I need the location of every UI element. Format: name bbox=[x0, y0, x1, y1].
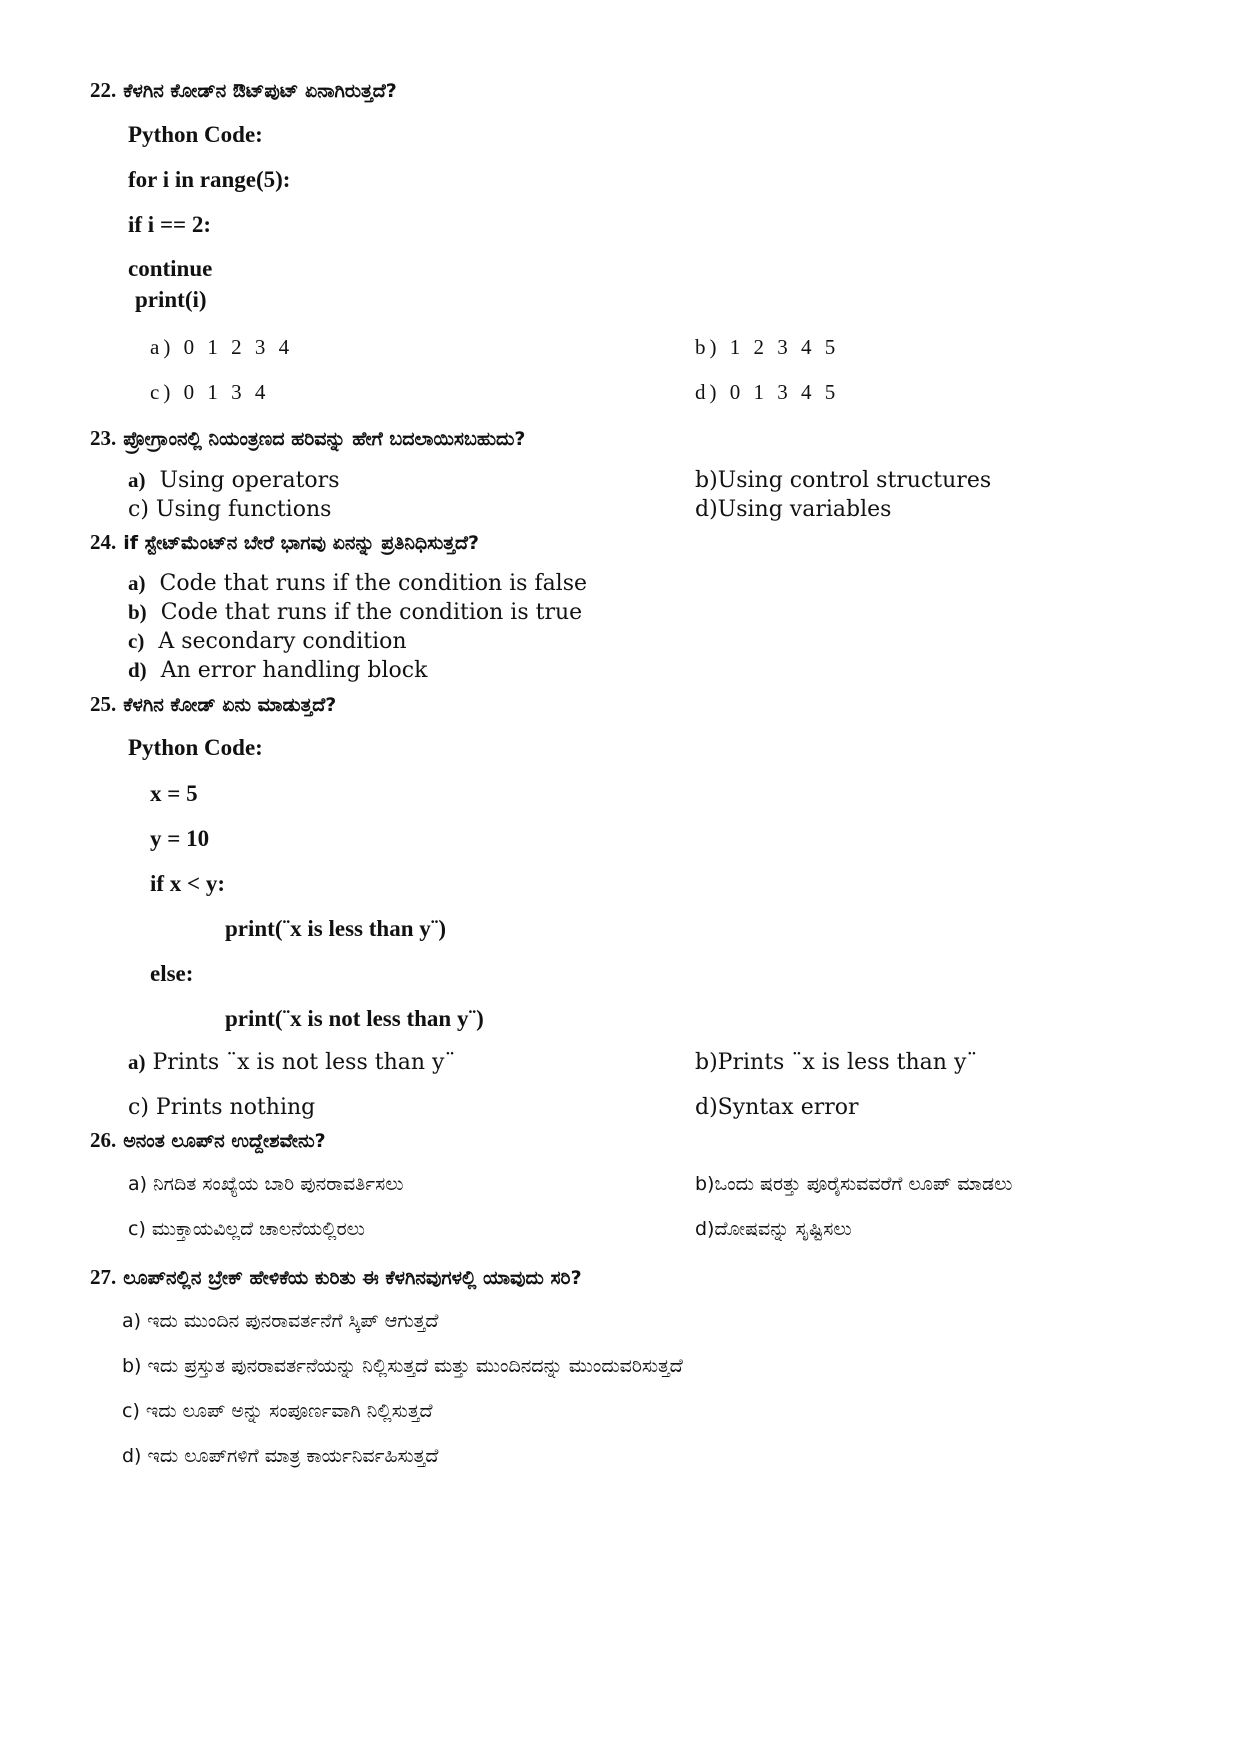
question-number: 27. bbox=[90, 1265, 117, 1289]
option-b: b)Prints ¨x is less than y¨ bbox=[695, 1050, 978, 1075]
question-number: 22. bbox=[90, 78, 117, 102]
question-23 bbox=[90, 426, 525, 451]
question-number: 25. bbox=[90, 692, 117, 716]
option-c: c) Using functions bbox=[128, 497, 332, 522]
question-text: ಕೆಳಗಿನ ಕೋಡ್ ಏನು ಮಾಡುತ್ತದೆ? bbox=[123, 694, 337, 716]
code-line: else: bbox=[150, 961, 194, 986]
question-27 bbox=[90, 1265, 582, 1290]
option-d: d)ದೋಷವನ್ನು ಸೃಷ್ಟಿಸಲು bbox=[695, 1218, 852, 1240]
option-a: a) ನಿಗದಿತ ಸಂಖ್ಯೆಯ ಬಾರಿ ಪುನರಾವರ್ತಿಸಲು bbox=[128, 1173, 404, 1195]
option-d: d) 0 1 3 4 5 bbox=[695, 380, 840, 404]
code-line: y = 10 bbox=[150, 826, 210, 851]
option-d: d) ಇದು ಲೂಪ್‌ಗಳಿಗೆ ಮಾತ್ರ ಕಾರ್ಯನಿರ್ವಹಿಸುತ್ತದೆ bbox=[122, 1445, 439, 1467]
question-25 bbox=[90, 692, 336, 717]
question-text: ಪ್ರೋಗ್ರಾಂನಲ್ಲಿ ನಿಯಂತ್ರಣದ ಹರಿವನ್ನು ಹೇಗೆ ಬದಲಾಯಿಸಬಹುದು? bbox=[123, 428, 526, 450]
code-line: continue bbox=[128, 256, 213, 281]
question-26 bbox=[90, 1128, 326, 1153]
code-line: if i == 2: bbox=[128, 212, 212, 237]
option-c: c) ಮುಕ್ತಾಯವಿಲ್ಲದೆ ಚಾಲನೆಯಲ್ಲಿರಲು bbox=[128, 1218, 365, 1240]
option-d: d) An error handling block bbox=[128, 658, 428, 683]
code-line: if x < y: bbox=[150, 871, 226, 896]
code-line: Python Code: bbox=[128, 735, 263, 760]
option-a: a) Code that runs if the condition is false bbox=[128, 571, 588, 596]
option-c: c) Prints nothing bbox=[128, 1095, 316, 1120]
question-22 bbox=[90, 78, 397, 103]
code-line: for i in range(5): bbox=[128, 167, 291, 192]
option-b: b)Using control structures bbox=[695, 468, 992, 493]
option-c: c) ಇದು ಲೂಪ್ ಅನ್ನು ಸಂಪೂರ್ಣವಾಗಿ ನಿಲ್ಲಿಸುತ್ತದೆ bbox=[122, 1400, 433, 1422]
code-line: print(¨x is not less than y¨) bbox=[225, 1006, 484, 1031]
code-line: print(i) bbox=[135, 287, 207, 312]
option-b: b) ಇದು ಪ್ರಸ್ತುತ ಪುನರಾವರ್ತನೆಯನ್ನು ನಿಲ್ಲಿಸುತ್ತದೆ ಮತ್ತು ಮುಂದಿನದನ್ನು ಮುಂದುವರಿಸುತ್ತದೆ bbox=[122, 1355, 683, 1377]
option-b: b) Code that runs if the condition is true bbox=[128, 600, 583, 625]
option-b: b)ಒಂದು ಷರತ್ತು ಪೂರೈಸುವವರೆಗೆ ಲೂಪ್ ಮಾಡಲು bbox=[695, 1173, 1013, 1195]
option-c: c) 0 1 3 4 bbox=[150, 380, 270, 404]
question-24 bbox=[90, 530, 479, 555]
option-a: a) 0 1 2 3 4 bbox=[150, 335, 294, 359]
option-a: a) Using operators bbox=[128, 468, 340, 493]
option-a: a) Prints ¨x is not less than y¨ bbox=[128, 1050, 456, 1075]
question-number: 23. bbox=[90, 426, 117, 450]
code-line: x = 5 bbox=[150, 781, 198, 806]
question-number: 24. bbox=[90, 530, 117, 554]
question-number: 26. bbox=[90, 1128, 117, 1152]
option-a: a) ಇದು ಮುಂದಿನ ಪುನರಾವರ್ತನೆಗೆ ಸ್ಕಿಪ್ ಆಗುತ್ತದೆ bbox=[122, 1310, 439, 1332]
code-line: print(¨x is less than y¨) bbox=[225, 916, 447, 941]
question-text: ಅನಂತ ಲೂಪ್‌ನ ಉದ್ದೇಶವೇನು? bbox=[123, 1130, 326, 1152]
question-text: if ಸ್ಟೇಟ್‌ಮೆಂಟ್‌ನ ಬೇರೆ ಭಾಗವು ಏನನ್ನು ಪ್ರತಿನಿಧಿಸುತ್ತದೆ? bbox=[123, 532, 480, 554]
code-line: Python Code: bbox=[128, 122, 263, 147]
option-d: d)Using variables bbox=[695, 497, 892, 522]
option-c: c) A secondary condition bbox=[128, 629, 407, 654]
question-text: ಲೂಪ್‌ನಲ್ಲಿನ ಬ್ರೇಕ್ ಹೇಳಿಕೆಯ ಕುರಿತು ಈ ಕೆಳಗಿನವುಗಳಲ್ಲಿ ಯಾವುದು ಸರಿ? bbox=[123, 1267, 582, 1289]
question-text: ಕೆಳಗಿನ ಕೋಡ್‌ನ ಔಟ್‌ಪುಟ್ ಏನಾಗಿರುತ್ತದೆ? bbox=[123, 80, 397, 102]
option-d: d)Syntax error bbox=[695, 1095, 859, 1120]
option-b: b) 1 2 3 4 5 bbox=[695, 335, 840, 359]
